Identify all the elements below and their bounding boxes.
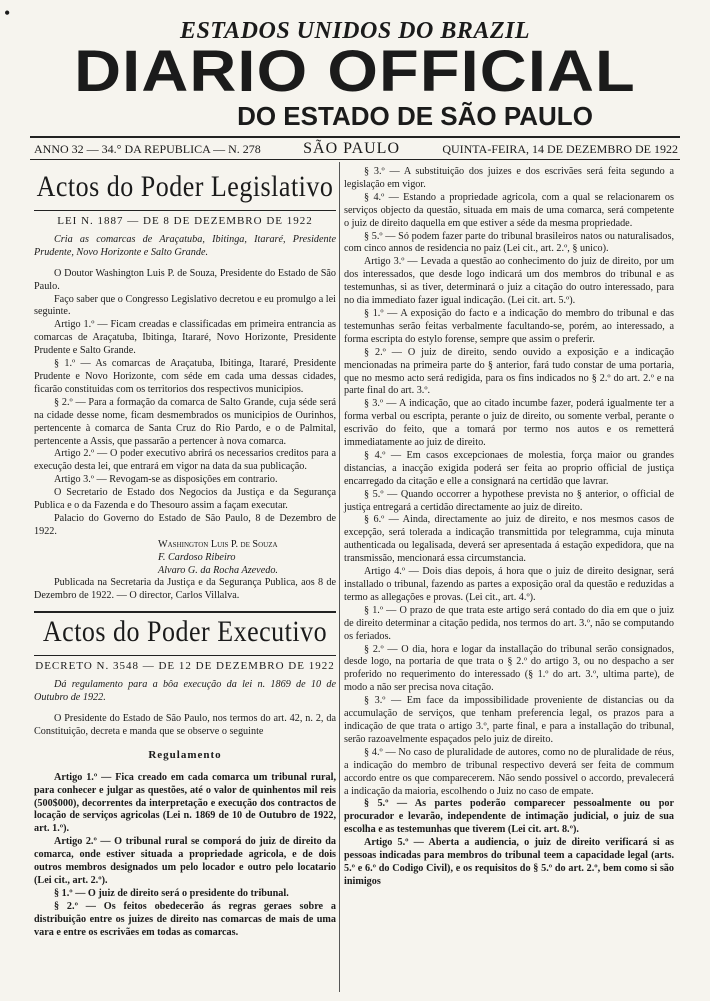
lei-paragraph: O Secretario de Estado dos Negocios da Justiça e da Segurança Publica e o da Fazenda e do Thesouro assim a façam executar. bbox=[34, 487, 336, 512]
article-paragraph: § 5.º — Só podem fazer parte do tribunal brasileiros natos ou naturalisados, com cinco annos de residencia no paiz (Lei cit., art. 2.º, § unico). bbox=[344, 230, 674, 255]
lei-paragraph: § 2.º — Para a formação da comarca de Salto Grande, cuja séde será na cidade desse nome, ficam desmembrados os municipios de Ourinhos, pertencente à comarca de Santa Cruz do Rio Pardo, e o de Palmital, pertencente a Assis, que passarão a pertencer à nova comarca. bbox=[34, 396, 336, 447]
masthead-rule-top bbox=[30, 136, 680, 138]
article-paragraph: Artigo 4.º — Dois dias depois, á hora que o juiz de direito designar, será installado o tribunal, fazendo as partes a exposição oral da questão e reduzidas a termo as allegações e provas. (Lei cit., art. 4.º). bbox=[344, 566, 674, 603]
signature: Washington Luis P. de Souza bbox=[158, 538, 278, 550]
lei-paragraph: § 1.º — As comarcas de Araçatuba, Ibitinga, Itararé, Presidente Prudente e Novo Horizonte, com séde em cada uma dessas cidades, ficarão constituidas com os territorios dos respectivos municipios. bbox=[34, 358, 336, 395]
regulamento-articles bbox=[34, 772, 336, 940]
print-mark: • bbox=[4, 3, 11, 23]
section-rule bbox=[34, 611, 336, 613]
bold-articles bbox=[344, 798, 674, 888]
signature-block bbox=[34, 539, 336, 578]
masthead-title: DIARIO OFFICIAL bbox=[74, 39, 636, 104]
lei-ementa: Cria as comarcas de Araçatuba, Ibitinga, Itararé, Presidente Prudente, Novo Horizonte e Salto Grande. bbox=[34, 233, 336, 258]
article-paragraph: Artigo 3.º — Levada a questão ao conhecimento do juiz de direito, por um dos interessados, que desde logo indicará um dos membros do tribunal e as testemunhas, si as tiver, determinará o juiz a citação do outro interessado, para no dia immediato fazer igual indicação. (Lei cit. art. 5.º). bbox=[344, 256, 674, 307]
masthead bbox=[30, 18, 680, 132]
article-paragraph: Artigo 5.º — Aberta a audiencia, o juiz de direito verificará si as pessoas indicadas para membros do tribunal teem a capacidade legal (arts. 5.º e 6.º do Codigo Civil), e os requisitos do § 5.º do art. 2.º, bem como si são inimigos bbox=[344, 837, 674, 887]
masthead-rule-bottom bbox=[30, 159, 680, 160]
section-rule bbox=[34, 210, 336, 211]
publication-note: Publicada na Secretaria da Justiça e da Segurança Publica, aos 8 de Dezembro de 1922. — O director, Carlos Villalva. bbox=[34, 577, 336, 602]
executivo-section-title: Actos do Poder Executivo bbox=[42, 615, 328, 649]
article-paragraph: § 1.º — O prazo de que trata este artigo será contado do dia em que o juiz de direito determinar a citação pedida, nos termos do art. 3.º, não se computando os feriados. bbox=[344, 604, 674, 642]
article-paragraph: § 2.º — Os feitos obedecerão ás regras geraes sobre a distribuição entre os juizes de direito nas comarcas de mais de uma vara e entre os escrivães em todas as comarcas. bbox=[34, 900, 336, 938]
article-paragraph: § 4.º — Em casos excepcionaes de molestia, força maior ou grandes distancias, a inacção exigida poderá ser feita ao proprio official de justiça encarregado da citação e elle a consignará na certidão que lavrar. bbox=[344, 449, 674, 487]
article-paragraph: § 2.º — O dia, hora e logar da installação do tribunal serão consignados, desde logo, na portaria de que trata o § 2.º do artigo 3, ou no despacho a ser proferido no requerimento do interessado (§ 1.º do art. 3.º, ultima parte), de modo a não ser precisa nova citação. bbox=[344, 643, 674, 694]
article-paragraph: § 3.º — Em face da impossibilidade proveniente de distancias ou da accumulação de serviços, que tenham preferencia legal, os prazos para a indicação de que trata o artigo 3.º, parte final, e para a installação do tribunal, serão razoavelmente espaçados pelo juiz de direito. bbox=[344, 695, 674, 745]
page-edge bbox=[0, 994, 710, 1001]
article-paragraph: § 2.º — O juiz de direito, sendo ouvido a exposição e a indicação mencionadas na primeira parte do § anterior, fará tudo constar de uma portaria, que no mesmo acto será redigida, para os fins indicados no § 2.º do art. 2.º e na parte final do art. 3.º. bbox=[344, 346, 674, 397]
article-paragraph: § 4.º — No caso de pluralidade de autores, como no de pluralidade de réus, a indicação do membro de tribunal respectivo deverá ser feita de commum accordo entre os que comparecerem. Não sendo possivel o accordo, prevalecerá a indicação da maioria, escolhendo o Juiz no caso de empate. bbox=[344, 746, 674, 797]
issue-line bbox=[34, 142, 678, 156]
left-column bbox=[34, 168, 336, 940]
masthead-subtitle: DO ESTADO DE SÃO PAULO bbox=[237, 101, 593, 131]
lei-paragraph: Faço saber que o Congresso Legislativo decretou e eu promulgo a lei seguinte. bbox=[34, 293, 336, 318]
article-paragraph: § 4.º — Estando a propriedade agricola, com a qual se relacionarem os serviços objecto da questão, situada em mais de uma comarca, será competente o juiz de direito daquella em que estiver a séde da mesma propriedade. bbox=[344, 191, 674, 229]
decreto-ementa: Dá regulamento para a bôa execução da lei n. 1869 de 10 de Outubro de 1922. bbox=[34, 679, 336, 704]
masthead-country: ESTADOS UNIDOS DO BRAZIL bbox=[179, 18, 531, 44]
lei-paragraph: Artigo 2.º — O poder executivo abrirá os necessarios creditos para a execução desta lei, que entrará em vigor na data da sua publicação. bbox=[34, 448, 336, 473]
lei-paragraph: Artigo 3.º — Revogam-se as disposições em contrario. bbox=[54, 474, 278, 486]
decreto-heading: DECRETO N. 3548 — DE 12 DE DEZEMBRO DE 1922 bbox=[35, 660, 335, 673]
article-paragraph: § 3.º — A indicação, que ao citado incumbe fazer, poderá igualmente ter a forma verbal ou escripta, perante o juiz de direito, ou somente verbal, perante o escrivão do feito, que a tomará por termo nos autos e os remetterá immediatamente ao juiz de direito. bbox=[344, 398, 674, 449]
article-paragraph: § 1.º — O juiz de direito será o presidente do tribunal. bbox=[54, 887, 289, 899]
article-paragraph: Artigo 2.º — O tribunal rural se comporá do juiz de direito da comarca, onde estiver situada a propriedade agricola, e de dois outros membros designados um pelo locador e outro pelo locatario (Lei cit., art. 2.º). bbox=[34, 836, 336, 886]
lei-heading: LEI N. 1887 — DE 8 DE DEZEMBRO DE 1922 bbox=[57, 215, 313, 227]
article-paragraph: Artigo 1.º — Fica creado em cada comarca um tribunal rural, para conhecer e julgar as questões, até o valor de quinhentos mil reis (500$000), decorrentes da interpretação e execução dos contractos de locação de serviços agricolas (Lei n. 1869 de 10 de Outubro de 1922, art. 1.º). bbox=[34, 771, 336, 835]
article-paragraph: § 5.º — Quando occorrer a hypothese prevista no § anterior, o official de justiça entregará a certidão directamente ao juiz de direito. bbox=[344, 488, 674, 513]
article-paragraph: § 3.º — A substituição dos juizes e dos escrivães será feita segundo a legislação em vigor. bbox=[344, 166, 674, 190]
article-paragraph: § 5.º — As partes poderão comparecer pessoalmente ou por procurador e levarão, independente de intimação judicial, o juiz de sua escolha e as testemunhas que tiverem (Lei cit. art. 8.º). bbox=[344, 798, 674, 836]
decreto-intro: O Presidente do Estado de São Paulo, nos termos do art. 42, n. 2, da Constituição, decreta e manda que se observe o seguinte bbox=[34, 713, 336, 737]
signature: F. Cardoso Ribeiro bbox=[158, 551, 236, 563]
article-paragraph: § 6.º — Ainda, directamente ao juiz de direito, e nos mesmos casos de excepção, será tolerada a indicação transmittida por telegramma, cuja minuta authenticada ou legalisada, deverá ser apresentada á estação expedidora, que na transmissão, mencionará essa circumstancia. bbox=[344, 514, 674, 565]
article-paragraph: § 1.º — A exposição do facto e a indicação do membro do tribunal e das testemunhas serão feitas verbalmente facultando-se, porém, ao interessado, a forma escripta do estylo forense, sempre que assim o preferir. bbox=[344, 307, 674, 345]
column-divider bbox=[339, 162, 340, 992]
signature: Alvaro G. da Rocha Azevedo. bbox=[158, 564, 278, 576]
lei-paragraph: Artigo 1.º — Ficam creadas e classificadas em primeira entrancia as comarcas de Araçatuba, Ibitinga, Itararé, Novo Horizonte, Presidente Prudente e Salto Grande. bbox=[34, 319, 336, 357]
legislativo-section-title: Actos do Poder Legislativo bbox=[36, 169, 334, 204]
right-column bbox=[344, 166, 674, 889]
lei-paragraph: Palacio do Governo do Estado de São Paulo, 8 de Dezembro de 1922. bbox=[34, 512, 336, 537]
lei-paragraph: O Doutor Washington Luis P. de Souza, Presidente do Estado de São Paulo. bbox=[34, 267, 336, 292]
issue-city: SÃO PAULO bbox=[303, 140, 400, 157]
issue-date: QUINTA-FEIRA, 14 DE DEZEMBRO DE 1922 bbox=[442, 142, 678, 156]
regulamento-heading: Regulamento bbox=[148, 748, 222, 761]
issue-number: ANNO 32 — 34.° DA REPUBLICA — N. 278 bbox=[34, 142, 261, 156]
section-rule bbox=[34, 655, 336, 656]
